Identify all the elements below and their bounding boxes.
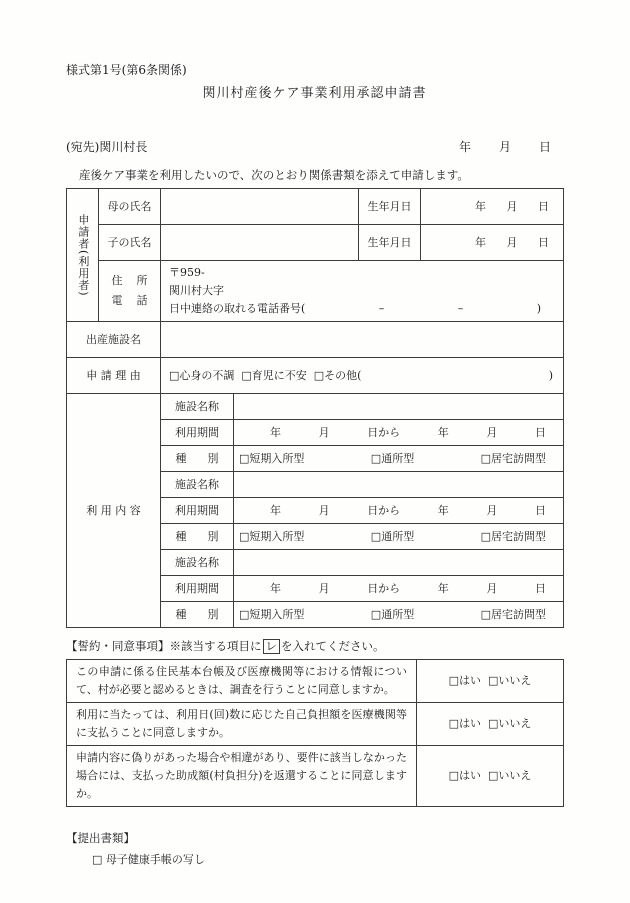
agreement-row	[67, 702, 564, 745]
usage-group-label: 利 用 内 容	[67, 394, 161, 628]
usage-type-label: 種 別	[161, 446, 234, 472]
year-label: 年	[437, 581, 449, 595]
usage-type-field	[234, 524, 564, 550]
applicant-group-label: 申請者(利用者)	[67, 189, 99, 322]
month-label: 月	[486, 425, 498, 439]
mother-name-field	[161, 189, 359, 225]
facility-name-field	[234, 394, 564, 420]
reason-close-paren: )	[548, 368, 553, 382]
phone-dash: –	[457, 302, 464, 316]
facility-name-field	[234, 550, 564, 576]
birth-facility-field	[161, 322, 564, 358]
usage-period-label: 利用期間	[161, 420, 234, 446]
form-number: 様式第1号(第6条関係)	[66, 63, 187, 77]
day-from-label: 日から	[367, 503, 401, 517]
check-mark-box: レ	[263, 639, 281, 654]
type-option-home-visit: □居宅訪問型	[480, 451, 546, 465]
usage-period-field	[234, 420, 564, 446]
agreement-heading-pre: 【誓約・同意事項】※該当する項目に	[66, 639, 262, 654]
month-label: 月	[486, 503, 498, 517]
month-label: 月	[506, 199, 518, 213]
type-option-home-visit: □居宅訪問型	[480, 529, 546, 543]
postal-code-text: 〒959-	[169, 266, 205, 280]
month-label: 月	[318, 503, 330, 517]
month-label: 月	[486, 581, 498, 595]
child-name-field	[161, 225, 359, 261]
reason-row	[67, 358, 564, 394]
year-label: 年	[475, 199, 486, 213]
facility-name-label: 施設名称	[161, 472, 234, 498]
usage-type-field	[234, 446, 564, 472]
child-name-label: 子の氏名	[99, 225, 161, 261]
intro-text: 産後ケア事業を利用したいので、次のとおり関係書類を添えて申請します。	[79, 167, 469, 182]
type-option-short-stay: □短期入所型	[239, 451, 305, 465]
type-option-day-service: □通所型	[370, 607, 415, 621]
reason-checkbox-options: □心身の不調 □育児に不安 □その他(	[169, 368, 362, 382]
agreement-yes-no-options: □はい □いいえ	[417, 659, 564, 702]
month-label: 月	[506, 235, 518, 249]
birth-facility-row	[67, 322, 564, 358]
phone-label: 電 話	[111, 294, 148, 308]
usage-type-label: 種 別	[161, 524, 234, 550]
day-label: 日	[538, 199, 549, 213]
facility-name-field	[234, 472, 564, 498]
day-from-label: 日から	[367, 425, 401, 439]
year-label: 年	[475, 235, 486, 249]
document-item: □ 母子健康手帳の写し	[92, 853, 205, 867]
year-label: 年	[437, 503, 449, 517]
usage-period-label: 利用期間	[161, 498, 234, 524]
facility-name-label: 施設名称	[161, 550, 234, 576]
documents-heading: 【提出書類】	[66, 830, 135, 845]
agreement-heading	[66, 639, 563, 655]
year-label: 年	[270, 503, 281, 517]
day-label: 日	[538, 235, 549, 249]
type-option-short-stay: □短期入所型	[239, 529, 305, 543]
child-birthdate-label: 生年月日	[359, 225, 421, 261]
usage-period-field	[234, 576, 564, 602]
header-date	[459, 139, 563, 155]
birth-facility-label: 出産施設名	[67, 322, 161, 358]
type-option-short-stay: □短期入所型	[239, 607, 305, 621]
year-label: 年	[437, 425, 449, 439]
child-row	[67, 225, 564, 261]
page-title: 関川村産後ケア事業利用承認申請書	[202, 86, 427, 102]
type-option-day-service: □通所型	[370, 529, 415, 543]
usage-type-label: 種 別	[161, 602, 234, 628]
day-label: 日	[534, 581, 546, 595]
day-label: 日	[534, 503, 546, 517]
addressee: (宛先)関川村長	[66, 139, 148, 154]
usage-period-field	[234, 498, 564, 524]
address-field	[161, 261, 564, 322]
address-label: 住 所	[111, 274, 148, 288]
mother-row	[67, 189, 564, 225]
month-label: 月	[498, 139, 511, 154]
day-from-label: 日から	[367, 581, 401, 595]
agreement-statement: 利用に当たっては、利用日(回)数に応じた自己負担額を医療機関等に支払うことに同意しますか。	[67, 702, 417, 745]
addressee-row	[66, 139, 563, 155]
type-option-day-service: □通所型	[370, 451, 415, 465]
day-label: 日	[534, 425, 546, 439]
application-table	[66, 188, 564, 628]
type-option-home-visit: □居宅訪問型	[480, 607, 546, 621]
year-label: 年	[270, 581, 281, 595]
agreement-row	[67, 745, 564, 806]
address-text: 関川村大字	[169, 284, 224, 298]
usage-type-field	[234, 602, 564, 628]
address-phone-label	[99, 261, 161, 322]
mother-name-label: 母の氏名	[99, 189, 161, 225]
usage-facility-row	[67, 394, 564, 420]
phone-line	[169, 300, 541, 318]
day-label: 日	[538, 139, 551, 154]
phone-prefix-text: 日中連絡の取れる電話番号(	[169, 302, 306, 316]
usage-period-label: 利用期間	[161, 576, 234, 602]
child-birthdate-field	[421, 225, 564, 261]
reason-field	[161, 358, 564, 394]
mother-birthdate-field	[421, 189, 564, 225]
agreement-yes-no-options: □はい □いいえ	[417, 702, 564, 745]
year-label: 年	[270, 425, 281, 439]
reason-label: 申 請 理 由	[67, 358, 161, 394]
agreement-row	[67, 659, 564, 702]
mother-birthdate-label: 生年月日	[359, 189, 421, 225]
agreement-yes-no-options: □はい □いいえ	[417, 745, 564, 806]
facility-name-label: 施設名称	[161, 394, 234, 420]
year-label: 年	[459, 139, 472, 154]
agreement-statement: 申請内容に偽りがあった場合や相違があり、要件に該当しなかった場合には、支払った助成額(村負担分)を返還することに同意しますか。	[67, 745, 417, 806]
month-label: 月	[318, 425, 330, 439]
address-row	[67, 261, 564, 322]
agreement-table	[66, 659, 564, 807]
agreement-statement: この申請に係る住民基本台帳及び医療機関等における情報について、村が必要と認めるときは、調査を行うことに同意しますか。	[67, 659, 417, 702]
agreement-heading-post: を入れてください。	[281, 639, 385, 654]
month-label: 月	[318, 581, 330, 595]
phone-dash: –	[378, 302, 385, 316]
phone-close-paren: )	[536, 302, 541, 316]
